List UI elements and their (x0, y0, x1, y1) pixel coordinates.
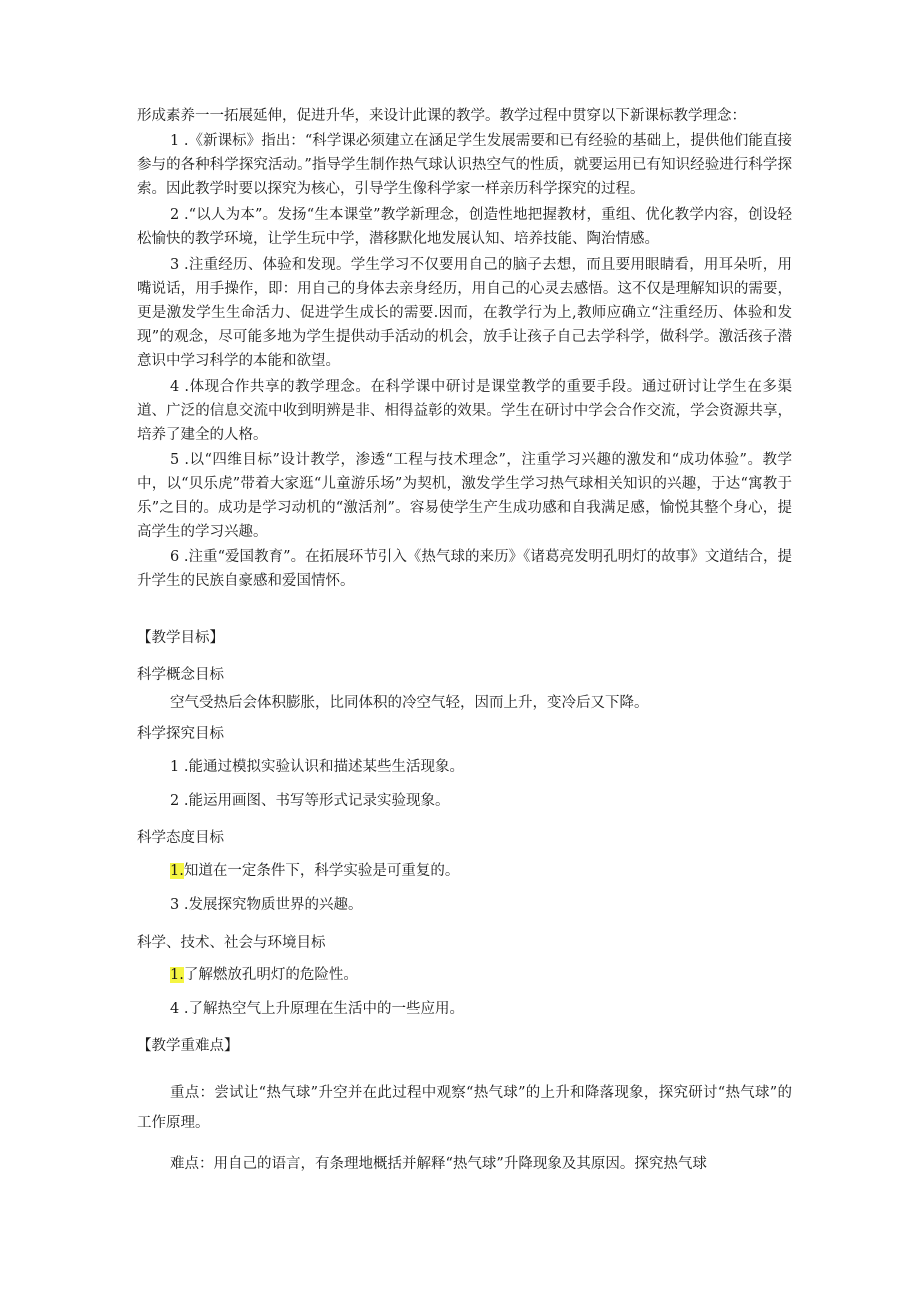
attitude-goal-item-1 (170, 859, 459, 883)
concept-paragraph-3: 3 .注重经历、体验和发现。学生学习不仅要用自己的脑子去想，而且要用眼睛看，用耳朵听，用嘴说话，用手操作，即：用自己的身体去亲身经历，用自己的心灵去感悟。这不仅是理解知识的需要，更是激发学生生命活力、促进学生成长的需要.因而，在教学行为上,教师应确立“注重经历、体验和发现”的观念，尽可能多地为学生提供动手活动的机会，放手让孩子自己去学科学，做科学。激活孩子潜意识中学习科学的本能和欲望。 (137, 257, 792, 369)
intro-paragraph: 形成素养一一拓展延伸，促进升华，来设计此课的教学。教学过程中贯穿以下新课标教学理念： (137, 108, 746, 124)
attitude-goal-item-2: 3 .发展探究物质世界的兴趣。 (170, 897, 363, 913)
stse-goal-item-1-text: 了解燃放孔明灯的危险性。 (183, 967, 358, 983)
concept-paragraph-4: 4 .体现合作共享的教学理念。在科学课中研讨是课堂教学的重要手段。通过研讨让学生在多渠道、广泛的信息交流中收到明辨是非、相得益彰的效果。学生在研讨中学会合作交流，学会资源共享，培养了建全的人格。 (137, 379, 792, 443)
key-point-paragraph: 重点：尝试让“热气球”升空并在此过程中观察“热气球”的上升和降落现象，探究研讨“热气球”的工作原理。 (137, 1085, 792, 1131)
stse-goal-item-2: 4 .了解热空气上升原理在生活中的一些应用。 (170, 1001, 464, 1017)
attitude-goal-title: 科学态度目标 (137, 830, 224, 846)
inquiry-goal-item-2: 2 .能运用画图、书写等形式记录实验现象。 (170, 793, 450, 809)
difficulty-paragraph: 难点：用自己的语言，有条理地概括并解释“热气球”升降现象及其原因。探究热气球 (170, 1156, 707, 1172)
concept-paragraph-1: 1 .《新课标》指出：“科学课必须建立在涵足学生发展需要和已有经验的基础上，提供他们能直接参与的各种科学探究活动。”指导学生制作热气球认识热空气的性质，就要运用已有知识经验进行科学探索。因此教学时要以探究为核心，引导学生像科学家一样亲历科学探究的过程。 (137, 133, 792, 197)
concept-goal-text: 空气受热后会体积膨胀，比同体积的冷空气轻，因而上升，变冷后又下降。 (170, 695, 649, 711)
inquiry-goal-title: 科学探究目标 (137, 726, 224, 742)
attitude-goal-item-1-text: 知道在一定条件下，科学实验是可重复的。 (183, 863, 460, 879)
inquiry-goal-item-1: 1 .能通过模拟实验认识和描述某些生活现象。 (170, 759, 464, 775)
highlight-number: 1. (170, 967, 184, 983)
keypoints-heading: 【教学重难点】 (137, 1038, 239, 1054)
concept-goal-title: 科学概念目标 (137, 667, 224, 683)
concept-paragraph-5: 5 .以“四维目标”设计教学，渗透“工程与技术理念”，注重学习兴趣的激发和“成功体验”。教学中，以“贝乐虎”带着大家逛“儿童游乐场”为契机，激发学生学习热气球相关知识的兴趣，于达“寓教于乐”之目的。成功是学习动机的“激活剂”。容易使学生产生成功感和自我满足感，愉悦其整个身心，提高学生的学习兴趣。 (137, 452, 792, 540)
concept-paragraph-2: 2 .“以人为本”。发扬“生本课堂”教学新理念，创造性地把握教材，重组、优化教学内容，创设轻松愉快的教学环境，让学生玩中学，潜移默化地发展认知、培养技能、陶治情感。 (137, 207, 792, 247)
concept-paragraph-6: 6 .注重“爱国教育”。在拓展环节引入《热气球的来历》《诸葛亮发明孔明灯的故事》文道结合，提升学生的民族自豪感和爱国情怀。 (137, 549, 792, 589)
stse-goal-item-1 (170, 963, 358, 987)
goals-heading: 【教学目标】 (137, 630, 224, 646)
stse-goal-title: 科学、技术、社会与环境目标 (137, 935, 326, 951)
highlight-number: 1. (170, 863, 184, 879)
